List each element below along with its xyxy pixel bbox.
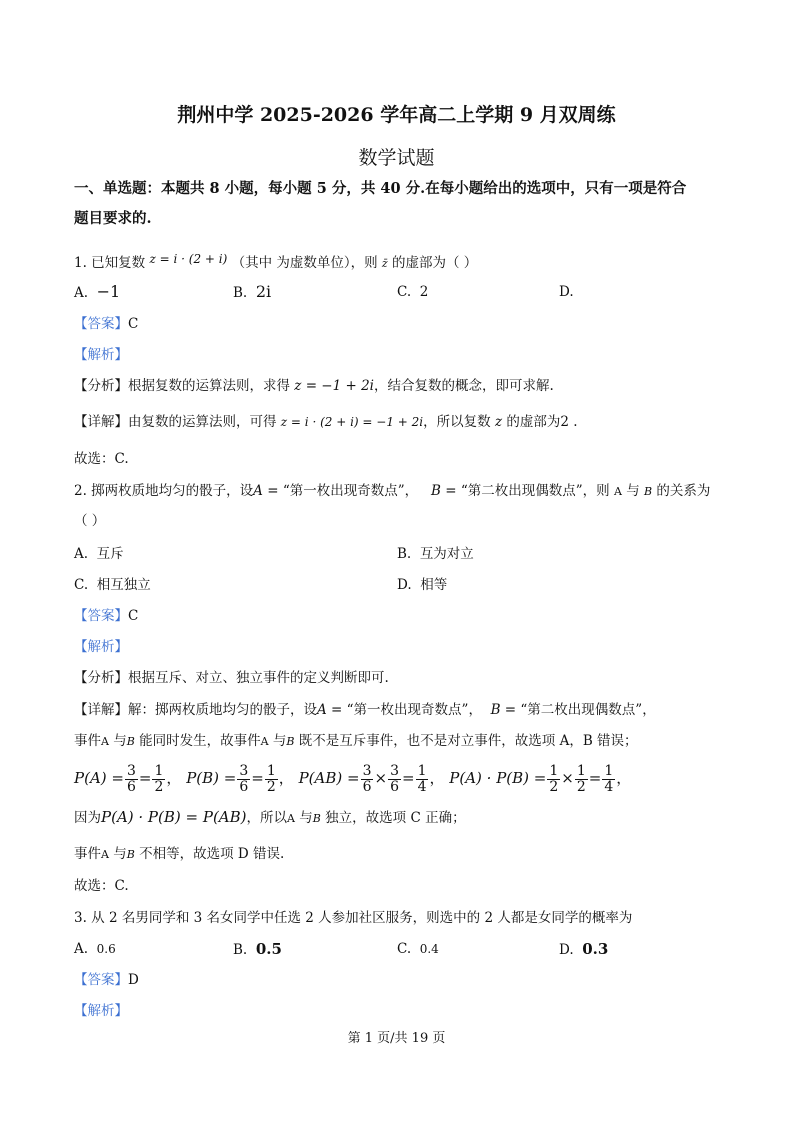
q2-probability-line: P(A) = $\frac{3}{6}$ = $\frac{1}{2}$ ， P(B) = $\frac{3}{6}$ = $\frac{1}{2}$ ， P(AB) = $\frac{3}{6}$ × $\frac{3}{6}$ = $\frac{1}{4}$ ， P(A) · P(B) = $\frac{1}{2}$ × $\frac{1}{2}$ = $\frac{1}{4}$ ，: [74, 762, 632, 795]
answer-tag: 【答案】: [74, 316, 128, 332]
q1-choose: 故选：C.: [74, 451, 129, 467]
q2-because: 因为P(A) · P(B) = P(AB)，所以A 与B 独立，故选项 C 正确；: [74, 808, 466, 826]
frac-3-6: $\frac{3}{6}$: [362, 762, 372, 795]
q1-option-c: C. 2: [397, 284, 429, 300]
q2-paren: （ ）: [74, 513, 106, 529]
q1-detail-expr: z = i · (2 + i) = −1 + 2i: [280, 415, 424, 429]
section-heading-line1: 一、单选题：本题共 8 小题，每小题 5 分，共 40 分.在每小题给出的选项中，只有一项是符合: [74, 180, 687, 197]
q2-option-c: C. 相互独立: [74, 577, 151, 593]
q3-option-a: A. 0.6: [74, 941, 116, 957]
q1-answer: 【答案】C: [74, 316, 139, 332]
q1-option-a: A. −1: [74, 282, 121, 301]
q3-answer: 【答案】D: [74, 972, 139, 988]
q1-option-b: B. 2i: [233, 282, 272, 301]
q3-option-d: D. 0.3: [559, 940, 609, 958]
q2-option-d: D. 相等: [397, 577, 448, 593]
frac-3-6: $\frac{3}{6}$: [239, 762, 249, 795]
section-heading-line2: 题目要求的.: [74, 210, 152, 227]
q2-option-a: A. 互斥: [74, 546, 124, 562]
frac-3-6: $\frac{3}{6}$: [390, 762, 399, 795]
q1-expr: z = i · (2 + i): [149, 252, 228, 266]
frac-1-4: $\frac{1}{4}$: [417, 762, 427, 795]
q3-option-b: B. 0.5: [233, 940, 282, 958]
q2-answer: 【答案】C: [74, 608, 139, 624]
page-footer: 第 1 页/共 19 页: [347, 1031, 446, 1046]
q2-detail: 【详解】解：掷两枚质地均匀的骰子，设A = “第一枚出现奇数点”， B = “第二枚出现偶数点”，: [74, 702, 656, 718]
q1-stem-b: （其中 为虚数单位），则: [231, 255, 378, 271]
q1-stem: [74, 250, 477, 273]
frac-1-2: $\frac{1}{2}$: [576, 762, 586, 795]
q1-detail: 【详解】由复数的运算法则，可得 z = i · (2 + i) = −1 + 2i，所以复数 z 的虚部为2 .: [74, 414, 578, 430]
q2-choose: 故选：C.: [74, 878, 129, 894]
answer-tag: 【答案】: [74, 608, 128, 624]
q1-fenxi: 【分析】根据复数的运算法则，求得 z = −1 + 2i，结合复数的概念，即可求解.: [74, 378, 554, 394]
q1-option-d: D.: [559, 284, 574, 300]
q3-option-c: C. 0.4: [397, 941, 439, 957]
q1-analysis-tag: 【解析】: [74, 347, 128, 363]
q1-stem-a: 1. 已知复数: [74, 255, 146, 271]
frac-1-2: $\frac{1}{2}$: [266, 762, 276, 795]
q1-var: z̄: [381, 257, 388, 270]
page-subtitle: 数学试题: [358, 147, 435, 169]
frac-3-6: $\frac{3}{6}$: [126, 762, 136, 795]
q2-detail-line2: 事件A 与B 能同时发生，故事件A 与B 既不是互斥事件，也不是对立事件，故选项 A，B 错误；: [74, 733, 638, 749]
q2-analysis-tag: 【解析】: [74, 639, 128, 655]
q2-fenxi: 【分析】根据互斥、对立、独立事件的定义判断即可.: [74, 670, 389, 686]
answer-tag: 【答案】: [74, 972, 128, 988]
q2-stem: 2. 掷两枚质地均匀的骰子，设A = “第一枚出现奇数点”， B = “第二枚出现偶数点”，则 A 与 B 的关系为: [74, 483, 711, 499]
frac-1-2: $\frac{1}{2}$: [549, 762, 559, 795]
q1-stem-c: 的虚部为（ ）: [392, 255, 478, 271]
q2-option-b: B. 互为对立: [397, 546, 474, 562]
q3-analysis-tag: 【解析】: [74, 1003, 128, 1019]
frac-1-4: $\frac{1}{4}$: [604, 762, 614, 795]
q2-not-equal: 事件A 与B 不相等，故选项 D 错误.: [74, 846, 285, 862]
q1-fenxi-expr: z = −1 + 2i: [294, 378, 375, 394]
frac-1-2: $\frac{1}{2}$: [154, 762, 164, 795]
q3-stem: 3. 从 2 名男同学和 3 名女同学中任选 2 人参加社区服务，则选中的 2 人都是女同学的概率为: [74, 910, 633, 926]
page-title: 荆州中学 2025-2026 学年高二上学期 9 月双周练: [177, 104, 616, 126]
